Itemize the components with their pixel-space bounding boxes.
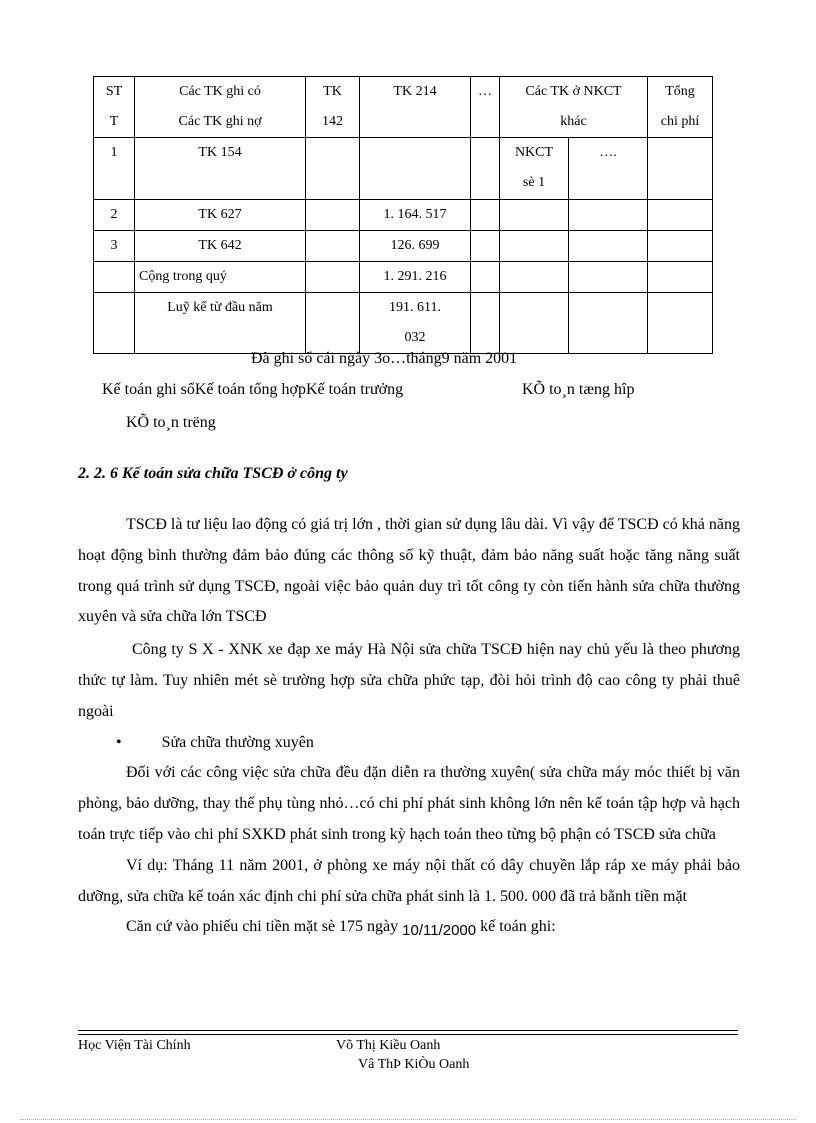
paragraph-1: TSCĐ là tư liệu lao động có giá trị lớn , thời gian sử dụng lâu dài. Vì vậy để TSCĐ có khả năng hoạt động bình thường đảm bảo đúng các thông số kỹ thuật, đảm bảo năng suất hoặc tăng năng suất trong quá trình sử dụng TSCĐ, ngoài việc bảo quản duy trì tốt công ty còn tiến hành sửa chữa thường xuyên và sửa chữa lớn TSCĐ — [78, 516, 740, 626]
signature-garbled-1: KÕ to¸n tæng hîp — [522, 381, 635, 398]
row-other — [569, 293, 648, 354]
footer-author-garbled: Vâ ThÞ KiÒu Oanh — [358, 1057, 470, 1072]
row-dots — [471, 200, 500, 231]
header-stt: ST T — [94, 77, 135, 138]
bullet-item — [78, 728, 740, 759]
footer-rule-bottom — [78, 1034, 738, 1035]
row-stt — [94, 293, 135, 354]
header-nkct: Các TK ở NKCT khác — [500, 77, 648, 138]
row-nkct — [500, 262, 569, 293]
paragraph-4: Ví dụ: Tháng 11 năm 2001, ở phòng xe máy nội thất có dây chuyền lắp ráp xe máy phải bảo dưỡng, sửa chữa kế toán xác định chi phí sửa chữa phát sinh là 1. 500. 000 đã trả bằnh tiền mặt — [78, 856, 740, 905]
row-total — [648, 262, 713, 293]
bullet-symbol: • — [116, 733, 122, 751]
row-nkct — [500, 231, 569, 262]
row-tk142 — [306, 293, 360, 354]
row-total — [648, 200, 713, 231]
row-tk142 — [306, 138, 360, 200]
table-header-row — [94, 77, 713, 138]
row-tk214: 1. 164. 517 — [360, 200, 471, 231]
row-total — [648, 293, 713, 354]
row-tk142 — [306, 200, 360, 231]
row-account: Luỹ kế từ đầu năm — [135, 293, 306, 354]
table-row — [94, 293, 713, 354]
document-date: 10/11/2000 — [402, 922, 477, 940]
paragraph-2: Công ty S X - XNK xe đạp xe máy Hà Nội sửa chữa TSCĐ hiện nay chủ yếu là theo phương thức tự làm. Tuy nhiên mét sè trường hợp sửa chữa phức tạp, đòi hỏi trình độ cao công ty phải thuê ngoài — [78, 641, 740, 720]
row-tk142 — [306, 262, 360, 293]
footer-rule-top — [78, 1030, 738, 1031]
paragraph-3: Đối với các công việc sửa chữa đều đặn diễn ra thường xuyên( sửa chữa máy móc thiết bị văn phòng, bảo dưỡng, thay thế phụ tùng nhỏ…có chi phí phát sinh không lớn nên kế toán tập hợp và hạch toán trực tiếp vào chi phí SXKD phát sinh trong kỳ hạch toán theo từng bộ phận có TSCĐ sửa chữa — [78, 764, 740, 843]
table-row — [94, 200, 713, 231]
row-account: Cộng trong quý — [135, 262, 306, 293]
row-dots — [471, 138, 500, 200]
header-tk142: TK 142 — [306, 77, 360, 138]
row-tk142 — [306, 231, 360, 262]
table-row — [94, 262, 713, 293]
row-tk214: 191. 611. 032 — [360, 293, 471, 354]
row-account: TK 642 — [135, 231, 306, 262]
signature-titles: Kế toán ghi sổKế toán tổng hợpKế toán trưởng — [102, 381, 404, 398]
row-account: TK 154 — [135, 138, 306, 200]
row-tk214: 1. 291. 216 — [360, 262, 471, 293]
row-dots — [471, 231, 500, 262]
row-account: TK 627 — [135, 200, 306, 231]
row-tk214: 126. 699 — [360, 231, 471, 262]
paragraph-5: Căn cứ vào phiếu chi tiền mặt sè 175 ngày 10/11/2000 kế toán ghi: — [126, 918, 556, 940]
table-row — [94, 138, 713, 200]
row-tk214 — [360, 138, 471, 200]
section-heading: 2. 2. 6 Kế toán sửa chữa TSCĐ ở công ty — [78, 465, 348, 482]
bullet-text: Sửa chữa thường xuyên — [161, 733, 314, 751]
header-dots: … — [471, 77, 500, 138]
header-total: Tổng chi phí — [648, 77, 713, 138]
page-bottom-divider — [20, 1119, 796, 1120]
signature-date-line: Đã ghi sổ cái ngày 3o…tháng9 năm 2001 — [251, 350, 518, 367]
footer-institution: Học Viện Tài Chính — [78, 1038, 191, 1053]
row-dots — [471, 262, 500, 293]
row-nkct — [500, 200, 569, 231]
header-accounts: Các TK ghi có Các TK ghi nợ — [135, 77, 306, 138]
row-other — [569, 231, 648, 262]
section-body — [78, 510, 740, 943]
row-dots — [471, 293, 500, 354]
footer-author: Võ Thị Kiều Oanh — [336, 1038, 441, 1053]
table-row — [94, 231, 713, 262]
row-stt — [94, 262, 135, 293]
row-stt: 1 — [94, 138, 135, 200]
row-other: …. — [569, 138, 648, 200]
row-stt: 2 — [94, 200, 135, 231]
row-other — [569, 200, 648, 231]
header-tk214: TK 214 — [360, 77, 471, 138]
row-total — [648, 231, 713, 262]
row-total — [648, 138, 713, 200]
ledger-table — [93, 76, 713, 354]
row-nkct: NKCT sè 1 — [500, 138, 569, 200]
row-nkct — [500, 293, 569, 354]
signature-garbled-2: KÕ to¸n trëng — [126, 414, 216, 431]
row-other — [569, 262, 648, 293]
row-stt: 3 — [94, 231, 135, 262]
